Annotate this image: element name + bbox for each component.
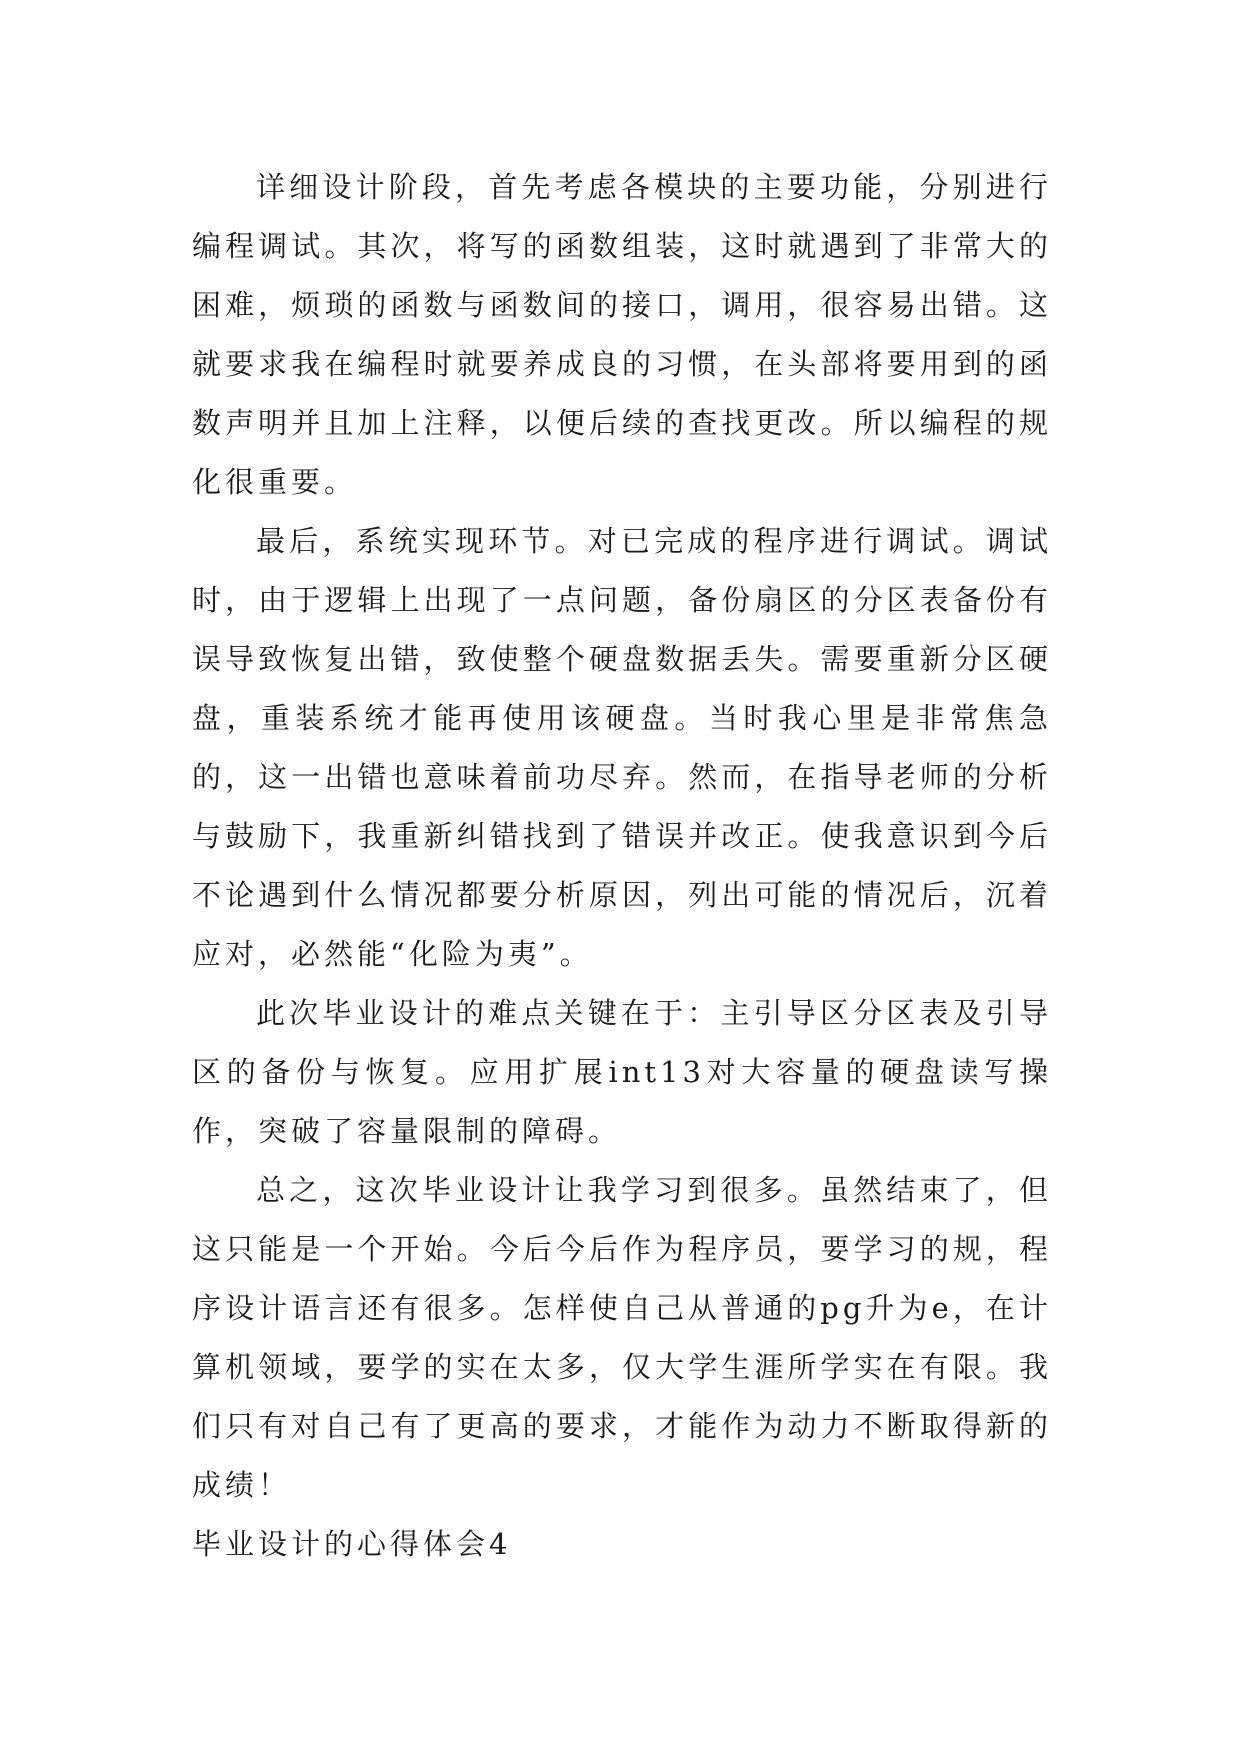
paragraph-conclusion: 总之，这次毕业设计让我学习到很多。虽然结束了，但这只能是一个开始。今后今后作为程序员，要学习的规，程序设计语言还有很多。怎样使自己从普通的pg升为e，在计算机领域，要学的实在太多，仅大学生涯所学实在有限。我们只有对自己有了更高的要求，才能作为动力不断取得新的成绩！ [192,1173,1052,1502]
paragraph-system-implementation: 最后，系统实现环节。对已完成的程序进行调试。调试时，由于逻辑上出现了一点问题，备份扇区的分区表备份有误导致恢复出错，致使整个硬盘数据丢失。需要重新分区硬盘，重装系统才能再使用该硬盘。当时我心里是非常焦急的，这一出错也意味着前功尽弃。然而，在指导老师的分析与鼓励下，我重新纠错找到了错误并改正。使我意识到今后不论遇到什么情况都要分析原因，列出可能的情况后，沉着应对，必然能“化险为夷”。 [192,524,1052,971]
document-body [192,158,1052,1574]
paragraph-detailed-design: 详细设计阶段，首先考虑各模块的主要功能，分别进行编程调试。其次，将写的函数组装，这时就遇到了非常大的困难，烦琐的函数与函数间的接口，调用，很容易出错。这就要求我在编程时就要养成良的习惯，在头部将要用到的函数声明并且加上注释，以便后续的查找更改。所以编程的规化很重要。 [192,170,1052,499]
paragraph-key-difficulty: 此次毕业设计的难点关键在于：主引导区分区表及引导区的备份与恢复。应用扩展int13对大容量的硬盘读写操作，突破了容量限制的障碍。 [192,996,1052,1148]
section-heading: 毕业设计的心得体会4 [192,1527,512,1561]
